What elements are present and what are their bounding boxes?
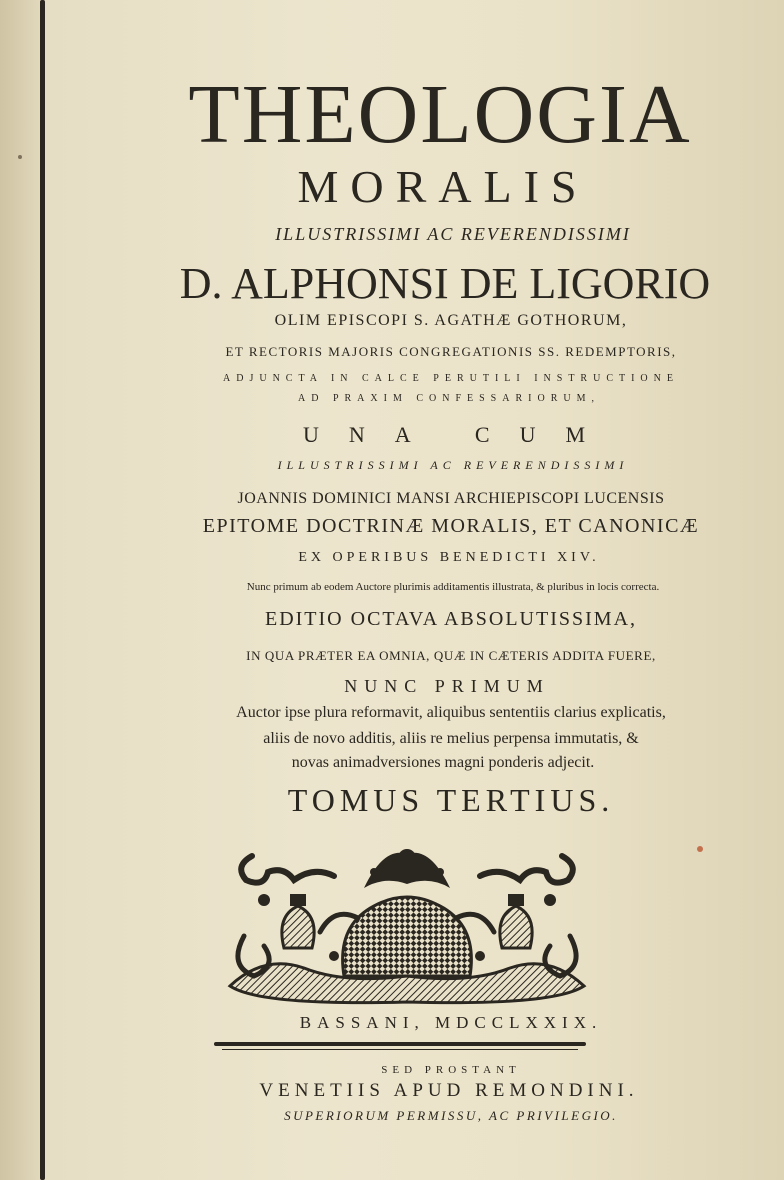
ex-operibus-line: EX OPERIBUS BENEDICTI XIV. xyxy=(298,550,600,565)
imprint-rule-thin xyxy=(222,1049,578,1050)
una-cum-line: UNA CUM xyxy=(302,422,616,447)
author-role-line: OLIM EPISCOPI S. AGATHÆ GOTHORUM, xyxy=(274,312,628,329)
adjuncta-line: AD PRAXIM CONFESSARIORUM, xyxy=(298,393,600,404)
auctor-line: Auctor ipse plura reformavit, aliquibus sententiis clarius explicatis, xyxy=(236,704,666,721)
imprint-place-date: BASSANI, MDCCLXXIX. xyxy=(299,1013,603,1032)
epitome-line: EPITOME DOCTRINÆ MORALIS, ET CANONICÆ xyxy=(202,515,700,537)
edition-note: IN QUA PRÆTER EA OMNIA, QUÆ IN CÆTERIS ADDITA FUERE, xyxy=(246,648,656,663)
auctor-line: aliis de novo additis, aliis re melius perpensa immutatis, & xyxy=(263,730,639,747)
honorific-line: ILLUSTRISSIMI AC REVERENDISSIMI xyxy=(277,458,629,472)
adjuncta-line: ADJUNCTA IN CALCE PERUTILI INSTRUCTIONE xyxy=(223,373,679,384)
facing-page-edge xyxy=(0,0,40,1180)
volume-label: TOMUS TERTIUS. xyxy=(287,782,615,818)
revision-note: Nunc primum ab eodem Auctore plurimis additamentis illustrata, & pluribus in locis correcta. xyxy=(246,581,660,593)
binding-gutter xyxy=(40,0,45,1180)
imprint-rule xyxy=(214,1042,586,1046)
book-title: THEOLOGIA xyxy=(188,68,692,161)
honorific-line: ILLUSTRISSIMI AC REVERENDISSIMI xyxy=(275,224,631,244)
author-name: D. ALPHONSI DE LIGORIO xyxy=(179,259,711,308)
nunc-primum-line: NUNC PRIMUM xyxy=(344,676,550,696)
author-role-line: ET RECTORIS MAJORIS CONGREGATIONIS SS. REDEMPTORIS, xyxy=(225,344,677,359)
second-author-name: JOANNIS DOMINICI MANSI ARCHIEPISCOPI LUCENSIS xyxy=(237,490,665,507)
privilege-line: SUPERIORUM PERMISSU, AC PRIVILEGIO. xyxy=(284,1108,618,1123)
edition-statement: EDITIO OCTAVA ABSOLUTISSIMA, xyxy=(264,608,638,630)
book-subtitle: MORALIS xyxy=(297,161,589,212)
sed-prostant-line: SED PROSTANT xyxy=(381,1064,521,1076)
ink-speck xyxy=(18,155,22,159)
printers-ornament-vignette-icon xyxy=(224,836,590,1008)
auctor-line: novas animadversiones magni ponderis adjecit. xyxy=(291,754,595,771)
publisher-line: VENETIIS APUD REMONDINI. xyxy=(259,1080,639,1101)
